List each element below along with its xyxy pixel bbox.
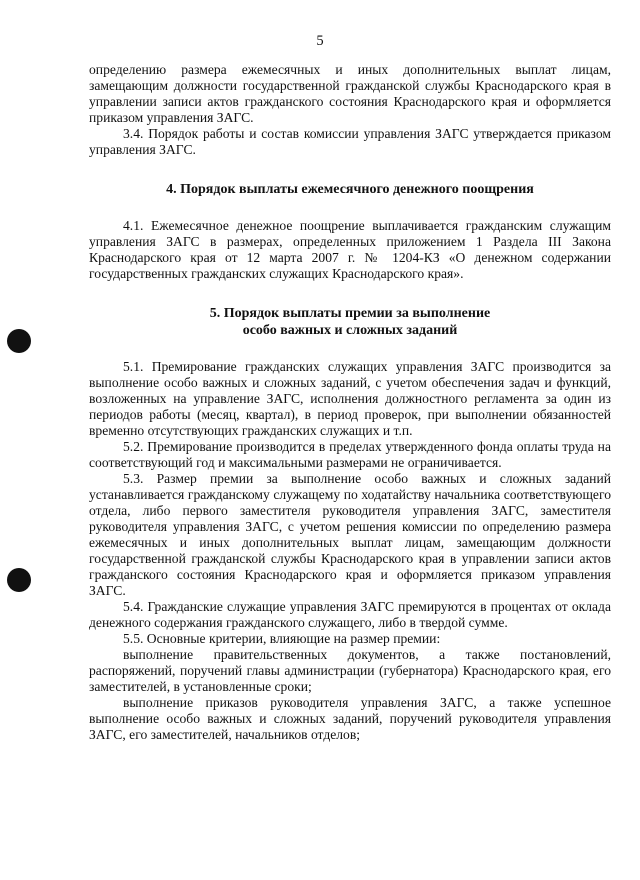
- paragraph-5-2: 5.2. Премирование производится в пределах утвержденного фонда оплаты труда на соответствующий год и максимальными размерами не ограничивается.: [89, 439, 611, 470]
- paragraph-5-1: 5.1. Премирование гражданских служащих управления ЗАГС производится за выполнение особо важных и сложных заданий, с учетом обеспечения задач и функций, возложенных на управление ЗАГС, исполнения должностного регламента за один из периодов работы (месяц, квартал), в период проверок, при выполнении обязанностей временно отсутствующих гражданских служащих и т.п.: [89, 359, 611, 438]
- criterion-item: выполнение приказов руководителя управления ЗАГС, а также успешное выполнение особо важных и сложных заданий, поручений руководителя управления ЗАГС, его заместителей, начальников отделов;: [89, 695, 611, 742]
- document-body: [89, 62, 611, 743]
- continued-paragraph: определению размера ежемесячных и иных дополнительных выплат лицам, замещающим должности государственной гражданской службы Краснодарского края в управлении записи актов гражданского состояния Краснодарского края и оформляется приказом управления ЗАГС.: [89, 62, 611, 125]
- paragraph-3-4: 3.4. Порядок работы и состав комиссии управления ЗАГС утверждается приказом управления ЗАГС.: [89, 126, 611, 157]
- section-5-title-line1: 5. Порядок выплаты премии за выполнение: [209, 306, 491, 321]
- punch-hole-top: [7, 329, 31, 353]
- paragraph-5-4: 5.4. Гражданские служащие управления ЗАГС премируются в процентах от оклада денежного содержания гражданского служащего, либо в твердой сумме.: [89, 599, 611, 630]
- paragraph-5-3: 5.3. Размер премии за выполнение особо важных и сложных заданий устанавливается гражданскому служащему по ходатайству начальника соответствующего отдела, либо первого заместителя руководителя управления ЗАГС, заместителя руководителя управления ЗАГС, с учетом решения комиссии по определению размера ежемесячных и иных дополнительных выплат лицам, замещающим должности государственной гражданской службы Краснодарского края в управлении записи актов гражданского состояния Краснодарского края и оформляется приказом управления ЗАГС.: [89, 471, 611, 598]
- punch-hole-bottom: [7, 568, 31, 592]
- section-4-title: 4. Порядок выплаты ежемесячного денежного поощрения: [166, 182, 534, 197]
- page-number: 5: [316, 33, 324, 49]
- paragraph-5-5: 5.5. Основные критерии, влияющие на размер премии:: [123, 631, 441, 646]
- criterion-item: выполнение правительственных документов, а также постановлений, распоряжений, поручений главы администрации (губернатора) Краснодарского края, его заместителей, в установленные сроки;: [89, 647, 611, 694]
- paragraph-4-1: 4.1. Ежемесячное денежное поощрение выплачивается гражданским служащим управления ЗАГС в размерах, определенных приложением 1 Раздела III Закона Краснодарского края от 12 марта 2007 г. № 1204-КЗ «О денежном содержании государственных гражданских служащих Краснодарского края».: [89, 218, 611, 281]
- section-5-title-line2: особо важных и сложных заданий: [242, 323, 458, 338]
